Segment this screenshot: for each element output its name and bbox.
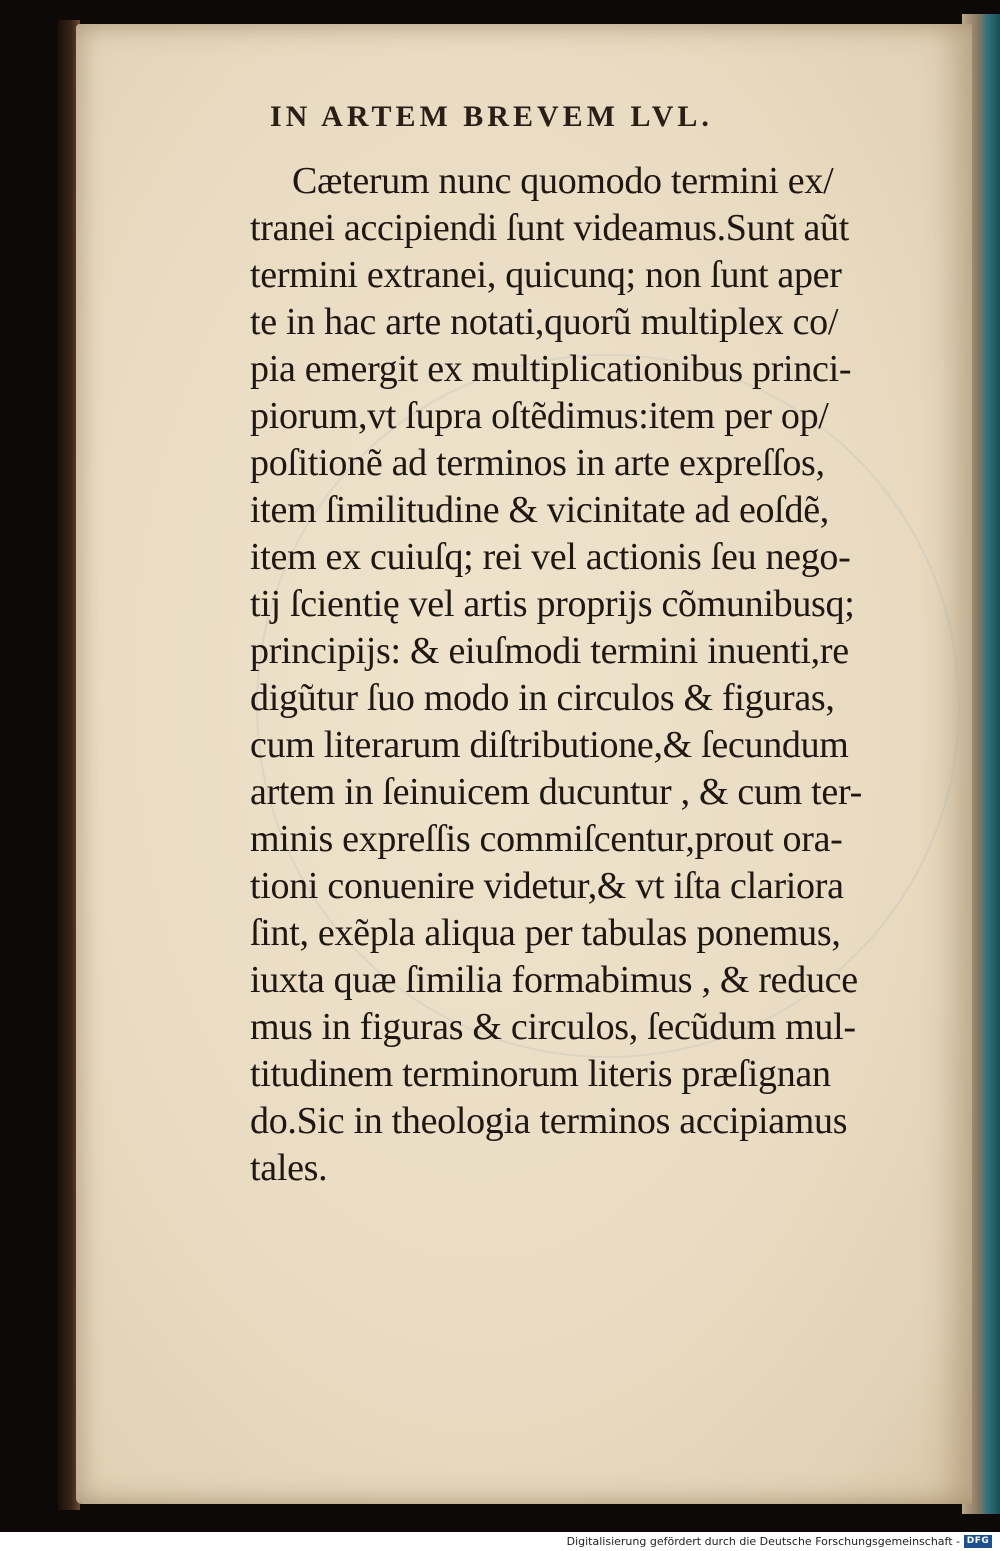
text-line: iuxta quæ ſimilia formabimus , & reduce: [250, 959, 858, 1001]
text-line: poſitionẽ ad terminos in arte expreſſos,: [250, 442, 825, 484]
running-head: IN ARTEM BREVEM LVL.: [270, 100, 713, 133]
dfg-logo: DFG: [964, 1535, 992, 1548]
text-line: Cæterum nunc quomodo termini ex/: [292, 160, 834, 202]
text-line: do.Sic in theologia terminos accipiamus: [250, 1100, 848, 1142]
text-line: item ſimilitudine & vicinitate ad eoſdẽ,: [250, 489, 829, 531]
text-line: tranei accipiendi ſunt videamus.Sunt aũt: [250, 207, 850, 249]
text-line: piorum,vt ſupra oſtẽdimus:item per op/: [250, 395, 829, 437]
funding-credit: Digitalisierung gefördert durch die Deutsche Forschungsgemeinschaft -: [566, 1535, 960, 1548]
text-line: mus in figuras & circulos, ſecũdum mul-: [250, 1006, 856, 1048]
text-line: termini extranei, quicunq; non ſunt aper: [250, 254, 842, 296]
text-line: pia emergit ex multiplicationibus princi-: [250, 348, 852, 390]
text-line: cum literarum diſtributione,& ſecundum: [250, 724, 849, 766]
text-line: artem in ſeinuicem ducuntur , & cum ter-: [250, 771, 862, 813]
text-line: tij ſcientię vel artis proprijs cõmunibusq;: [250, 583, 855, 625]
text-line: principijs: & eiuſmodi termini inuenti,re: [250, 630, 849, 672]
text-line: ſint, exẽpla aliqua per tabulas ponemus,: [250, 912, 841, 954]
text-line: titudinem terminorum literis præſignan: [250, 1053, 831, 1095]
text-line: digũtur ſuo modo in circulos & figuras,: [250, 677, 835, 719]
text-line: item ex cuiuſq; rei vel actionis ſeu nego-: [250, 536, 851, 578]
text-line: minis expreſſis commiſcentur,prout ora-: [250, 818, 843, 860]
text-line: te in hac arte notati,quorũ multiplex co/: [250, 301, 839, 343]
text-line: tales.: [250, 1147, 328, 1189]
text-line: tioni conuenire videtur,& vt iſta clariora: [250, 865, 844, 907]
